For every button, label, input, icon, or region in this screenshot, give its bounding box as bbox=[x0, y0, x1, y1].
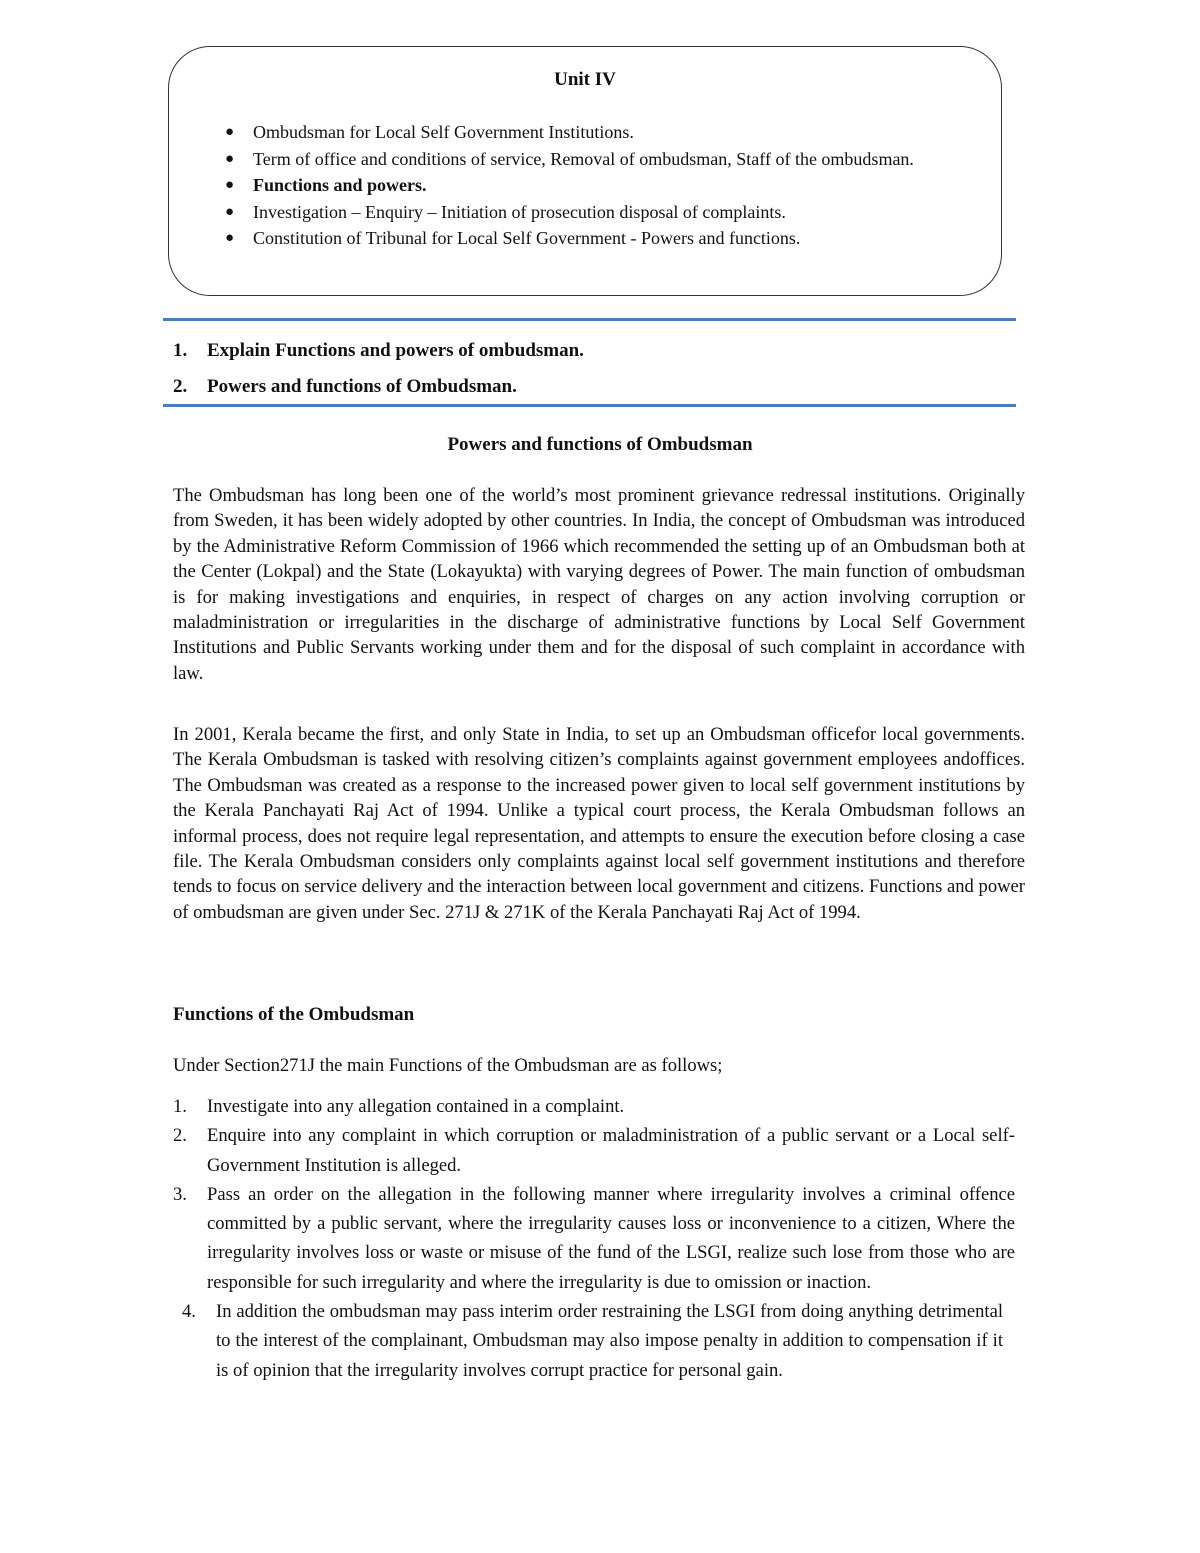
unit-topic-list bbox=[221, 119, 981, 252]
function-item: 1. Investigate into any allegation contained in a complaint. bbox=[173, 1096, 625, 1117]
question-item: 2. Powers and functions of Ombudsman. bbox=[173, 376, 517, 397]
function-item: 4. In addition the ombudsman may pass interim order restraining the LSGI from doing anything detrimental to the interest of the complainant, Ombudsman may also impose penalty in addition to compensation if it is of opinion that the irregularity involves corrupt practice for personal gain. bbox=[182, 1301, 1003, 1381]
unit-summary-box bbox=[168, 46, 1002, 296]
unit-topic-item: ● Term of office and conditions of service, Removal of ombudsman, Staff of the ombudsman. bbox=[221, 146, 981, 173]
question-list bbox=[173, 333, 584, 405]
horizontal-rule-top bbox=[163, 318, 1016, 321]
functions-heading: Functions of the Ombudsman bbox=[173, 1004, 415, 1025]
unit-topic-item: ● Constitution of Tribunal for Local Self Government - Powers and functions. bbox=[221, 225, 981, 252]
bullet-icon: ● bbox=[225, 203, 235, 220]
function-item: 3. Pass an order on the allegation in the following manner where irregularity involves a criminal offence committed by a public servant, where the irregularity causes loss or inconvenience to a citizen, Where the irregularity involves loss or waste or misuse of the fund of the LSGI, realize such lose from those who are responsible for such irregularity and where the irregularity is due to omission or inaction. bbox=[173, 1183, 1015, 1293]
unit-topic-item: ● Investigation – Enquiry – Initiation of prosecution disposal of complaints. bbox=[221, 199, 981, 226]
unit-topic-item: ● Ombudsman for Local Self Government Institutions. bbox=[221, 119, 981, 146]
horizontal-rule-bottom bbox=[163, 404, 1016, 407]
body-paragraph: The Ombudsman has long been one of the world’s most prominent grievance redressal institutions. Originally from Sweden, it has been widely adopted by other countries. In India, the concept of Ombudsman was introduced by the Administrative Reform Commission of 1966 which recommended the setting up of an Ombudsman both at the Center (Lokpal) and the State (Lokayukta) with varying degrees of Power. The main function of ombudsman is for making investigations and enquiries, in respect of charges on any action involving corruption or maladministration or irregularities in the discharge of administrative functions by Local Self Government Institutions and Public Servants working under them and for the disposal of such complaint in accordance with law. bbox=[173, 485, 1025, 684]
functions-list bbox=[173, 1092, 1015, 1385]
functions-intro: Under Section271J the main Functions of the Ombudsman are as follows; bbox=[173, 1055, 723, 1076]
section-title: Powers and functions of Ombudsman bbox=[447, 434, 753, 455]
bullet-icon: ● bbox=[225, 124, 235, 140]
body-paragraph: In 2001, Kerala became the first, and only State in India, to set up an Ombudsman officefor local governments. The Kerala Ombudsman is tasked with resolving citizen’s complaints against government employees andoffices. The Ombudsman was created as a response to the increased power given to local self government institutions by the Kerala Panchayati Raj Act of 1994. Unlike a typical court process, the Kerala Ombudsman follows an informal process, does not require legal representation, and attempts to ensure the execution before closing a case file. The Kerala Ombudsman considers only complaints against local self government institutions and therefore tends to focus on service delivery and the interaction between local government and citizens. Functions and power of ombudsman are given under Sec. 271J & 271K of the Kerala Panchayati Raj Act of 1994. bbox=[173, 724, 1025, 923]
function-item: 2. Enquire into any complaint in which corruption or maladministration of a public servant or a Local self-Government Institution is alleged. bbox=[173, 1125, 1015, 1176]
unit-topic-item: ● Functions and powers. bbox=[221, 172, 981, 199]
question-item: 1. Explain Functions and powers of ombudsman. bbox=[173, 340, 584, 361]
unit-title: Unit IV bbox=[554, 69, 616, 90]
bullet-icon: ● bbox=[225, 150, 235, 167]
bullet-icon: ● bbox=[225, 230, 235, 246]
bullet-icon: ● bbox=[225, 177, 235, 193]
